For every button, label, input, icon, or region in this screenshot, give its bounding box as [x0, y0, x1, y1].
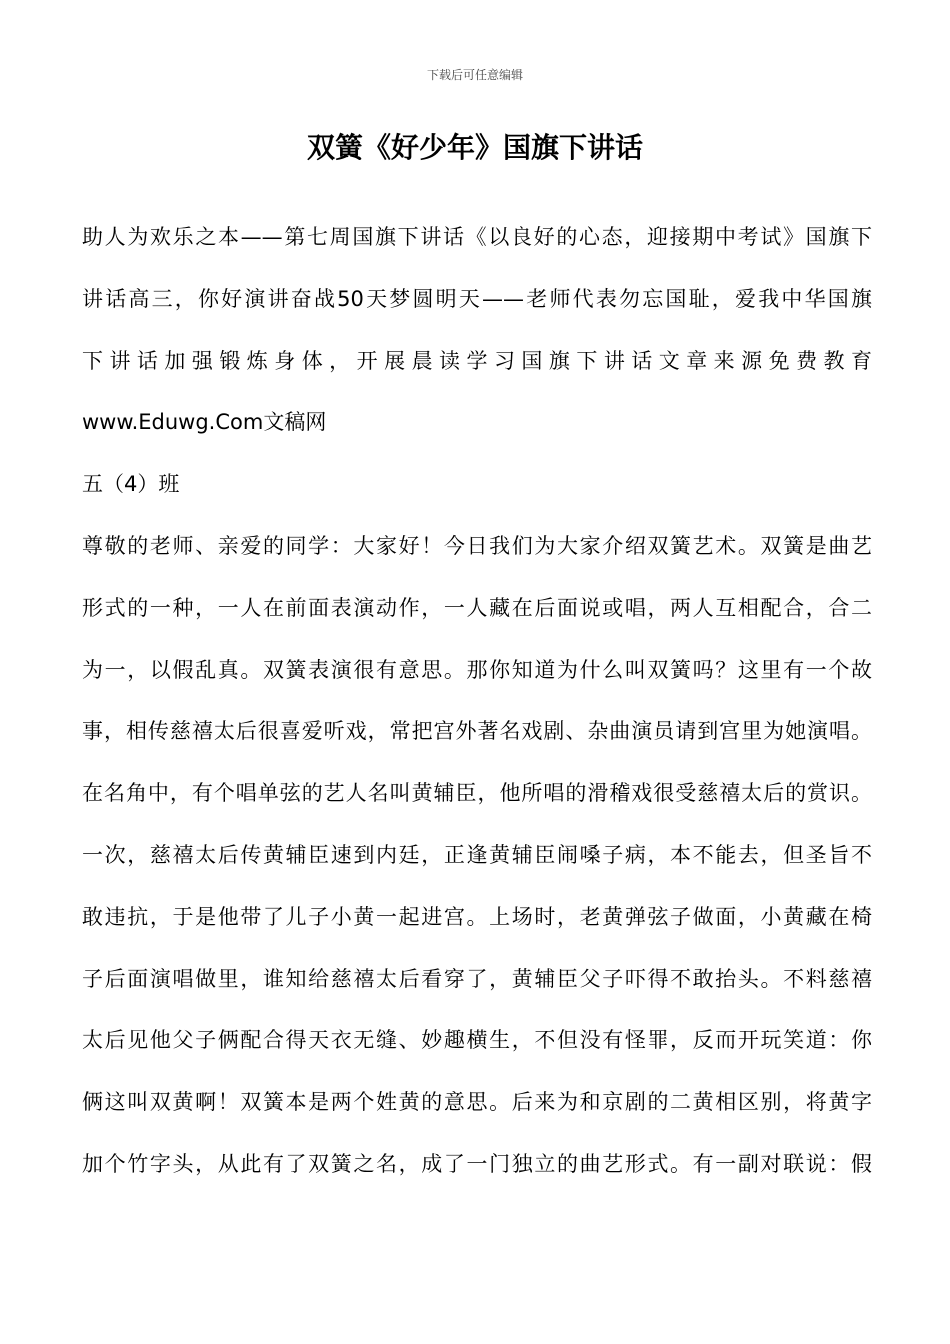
body-line: 五（4）班: [82, 472, 180, 497]
body-line: 在名角中，有个唱单弦的艺人名叫黄辅臣，他所唱的滑稽戏很受慈禧太后的赏识。: [82, 781, 872, 806]
document-body: [82, 217, 872, 1206]
body-line: 尊敬的老师、亲爱的同学：大家好！今日我们为大家介绍双簧艺术。双簧是曲艺: [82, 533, 872, 558]
body-line: www.Eduwg.Com文稿网: [82, 410, 327, 435]
header-note: 下载后可任意编辑: [426, 68, 523, 82]
body-line: 形式的一种，一人在前面表演动作，一人藏在后面说或唱，两人互相配合，合二: [82, 595, 872, 620]
body-line: 敢违抗，于是他带了儿子小黄一起进宫。上场时，老黄弹弦子做面，小黄藏在椅: [82, 904, 872, 929]
page-title: 双簧《好少年》国旗下讲话: [306, 131, 643, 164]
body-line: 俩这叫双黄啊！双簧本是两个姓黄的意思。后来为和京剧的二黄相区别，将黄字: [82, 1090, 872, 1115]
body-line: 为一，以假乱真。双簧表演很有意思。那你知道为什么叫双簧吗？这里有一个故: [82, 657, 872, 682]
body-line: 加个竹字头，从此有了双簧之名，成了一门独立的曲艺形式。有一副对联说：假: [82, 1151, 872, 1176]
body-line: 下讲话加强锻炼身体，开展晨读学习国旗下讲话文章来源免费教育: [82, 348, 872, 373]
body-line: 助人为欢乐之本——第七周国旗下讲话《以良好的心态，迎接期中考试》国旗下: [82, 225, 872, 249]
body-line: 太后见他父子俩配合得天衣无缝、妙趣横生，不但没有怪罪，反而开玩笑道：你: [82, 1028, 872, 1053]
body-line: 讲话高三，你好演讲奋战50天梦圆明天——老师代表勿忘国耻，爱我中华国旗: [82, 286, 872, 311]
body-line: 事，相传慈禧太后很喜爱听戏，常把宫外著名戏剧、杂曲演员请到宫里为她演唱。: [82, 719, 872, 744]
body-line: 子后面演唱做里，谁知给慈禧太后看穿了，黄辅臣父子吓得不敢抬头。不料慈禧: [82, 966, 872, 991]
body-line: 一次，慈禧太后传黄辅臣速到内廷，正逢黄辅臣闹嗓子病，本不能去，但圣旨不: [82, 842, 872, 867]
